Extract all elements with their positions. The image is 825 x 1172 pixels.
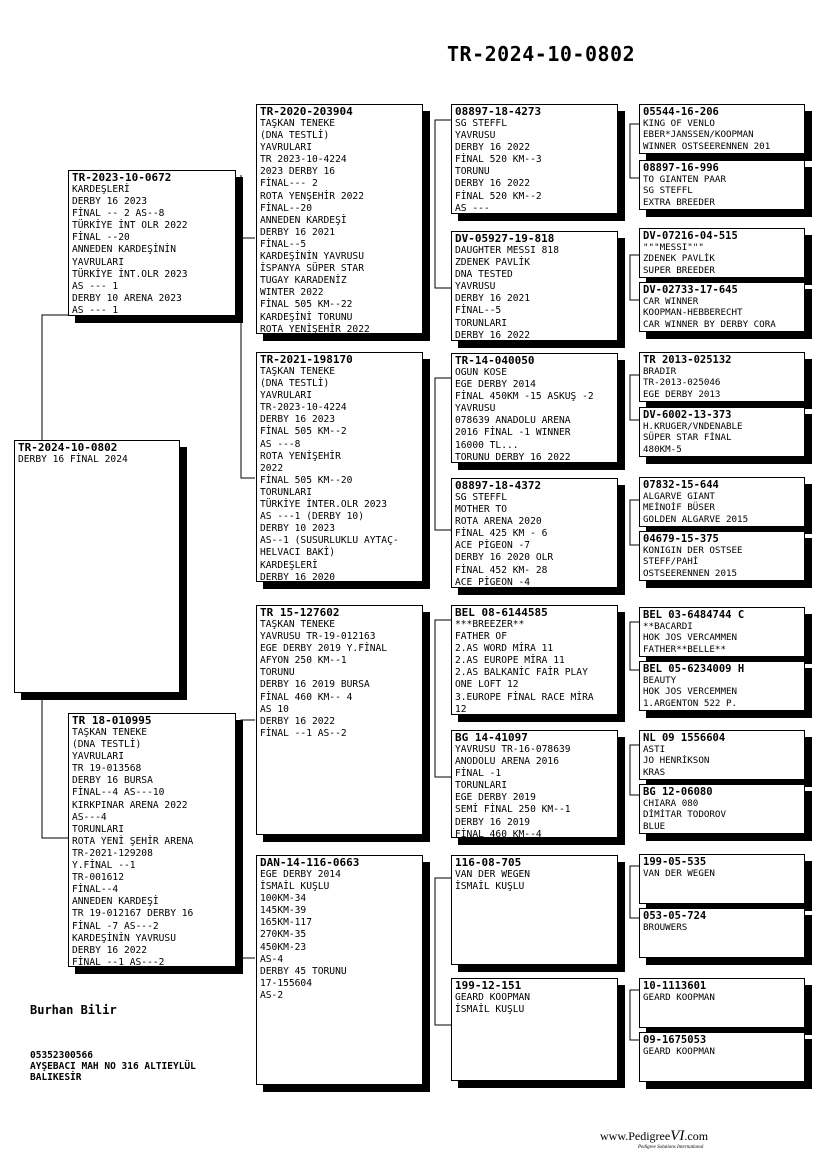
grandparent-line: AS--1 (SUSURLUKLU AYTAÇ-: [260, 535, 399, 547]
great-grandparent-line: SEMİ FİNAL 250 KM--1: [455, 804, 571, 816]
grandparent-line: FİNAL--20: [260, 202, 312, 214]
ancestor-line: H.KRUGER/VNDENABLE: [643, 421, 743, 432]
great-grandparent-line: DERBY 16 2022: [455, 329, 531, 341]
grandparent-box: [256, 104, 423, 334]
great-grandparent-line: İSMAİL KUŞLU: [455, 881, 525, 893]
sire-line: AS --- 1: [72, 280, 119, 292]
ancestor-box: [639, 607, 805, 657]
great-grandparent-ring-number: DV-05927-19-818: [455, 232, 555, 245]
dam-line: ROTA YENİ ŞEHİR ARENA: [72, 835, 194, 847]
dam-line: FİNAL --1 AS---2: [72, 956, 165, 967]
subject-pigeon-box: [14, 440, 180, 693]
great-grandparent-line: FİNAL 425 KM - 6: [455, 528, 548, 540]
ancestor-line: WINNER OSTSEERENNEN 201: [643, 140, 771, 152]
great-grandparent-box: [451, 855, 618, 965]
dam-line: DERBY 16 2022: [72, 944, 148, 956]
grandparent-line: EGE DERBY 2014: [260, 869, 341, 880]
grandparent-line: TORUNU: [260, 667, 295, 679]
ancestor-box: [639, 407, 805, 457]
ancestor-line: MEİNOİF BÜSER: [643, 502, 715, 514]
ancestor-line: GEARD KOOPMAN: [643, 992, 715, 1003]
great-grandparent-ring-number: 116-08-705: [455, 856, 522, 869]
ancestor-ring-number: TR 2013-025132: [643, 354, 732, 366]
great-grandparent-ring-number: BG 14-41097: [455, 731, 528, 744]
sire-line: FİNAL --20: [72, 232, 130, 244]
grandparent-line: FİNAL--5: [260, 238, 307, 250]
dam-line: TR-001612: [72, 872, 124, 884]
ancestor-line: TO GIANTEN PAAR: [643, 174, 726, 185]
pedigree-vi-logo: [600, 1128, 709, 1150]
ancestor-line: CAR WINNER BY DERBY CORA: [643, 318, 776, 330]
ancestor-line: VAN DER WEGEN: [643, 868, 715, 879]
ancestor-line: JO HENRİKSON: [643, 755, 710, 767]
great-grandparent-box: [451, 478, 618, 588]
ancestor-ring-number: 09-1675053: [643, 1034, 707, 1046]
ancestor-line: KOOPMAN-HEBBERECHT: [643, 307, 743, 319]
great-grandparent-line: SG STEFFL: [455, 118, 507, 129]
grandparent-line: FİNAL 460 KM-- 4: [260, 691, 353, 703]
grandparent-line: 270KM-35: [260, 929, 307, 941]
great-grandparent-box: [451, 730, 618, 838]
ancestor-box: [639, 730, 805, 780]
subject-line: DERBY 16 FİNAL 2024: [18, 454, 128, 465]
logo-tld: .com: [684, 1129, 709, 1143]
great-grandparent-line: MOTHER TO: [455, 504, 507, 516]
grandparent-line: TAŞKAN TENEKE: [260, 619, 336, 630]
great-grandparent-line: FATHER OF: [455, 631, 507, 643]
grandparent-ring-number: DAN-14-116-0663: [260, 856, 360, 869]
logo-text: www.Pedigree: [600, 1129, 671, 1143]
ancestor-line: GEARD KOOPMAN: [643, 1046, 715, 1057]
grandparent-line: WINTER 2022: [260, 287, 324, 299]
ancestor-box: [639, 854, 805, 904]
grandparent-line: FİNAL--- 2: [260, 178, 318, 190]
ancestor-line: SUPER BREEDER: [643, 264, 715, 276]
great-grandparent-line: YAVRUSU: [455, 130, 496, 142]
great-grandparent-line: FİNAL -1: [455, 768, 502, 780]
great-grandparent-line: DERBY 16 2022: [455, 178, 531, 190]
ancestor-box: [639, 978, 805, 1028]
ancestor-ring-number: DV-02733-17-645: [643, 284, 738, 296]
grandparent-line: KARDEŞİNİN YAVRUSU: [260, 251, 364, 263]
sire-line: TÜRKİYE İNT OLR 2022: [72, 220, 188, 232]
great-grandparent-line: İSMAİL KUŞLU: [455, 1004, 525, 1016]
ancestor-line: TR-2013-025046: [643, 377, 721, 389]
grandparent-line: 145KM-39: [260, 905, 307, 917]
ancestor-line: ALGARVE GIANT: [643, 491, 715, 502]
grandparent-line: TORUNLARI: [260, 486, 312, 498]
ancestor-line: **BACARDI: [643, 621, 693, 632]
sire-line: YAVRULARI: [72, 256, 124, 268]
great-grandparent-line: DNA TESTED: [455, 269, 513, 281]
ancestor-line: 1.ARGENTON 522 P.: [643, 697, 738, 709]
ancestor-box: [639, 661, 805, 711]
great-grandparent-line: 2016 FİNAL -1 WINNER: [455, 427, 571, 439]
great-grandparent-line: FİNAL 452 KM- 28: [455, 564, 548, 576]
ancestor-line: BRADIR: [643, 366, 677, 377]
dam-line: KARDEŞİNİN YAVRUSU: [72, 932, 176, 944]
dam-line: TAŞKAN TENEKE: [72, 727, 148, 738]
grandparent-line: 450KM-23: [260, 941, 307, 953]
ancestor-box: [639, 160, 805, 210]
grandparent-line: AS-4: [260, 953, 284, 965]
great-grandparent-line: EGE DERBY 2019: [455, 792, 536, 804]
great-grandparent-line: DERBY 16 2020 OLR: [455, 552, 554, 564]
great-grandparent-line: TORUNU DERBY 16 2022: [455, 451, 571, 463]
ancestor-box: [639, 477, 805, 527]
great-grandparent-line: ANODOLU ARENA 2016: [455, 756, 559, 768]
ancestor-ring-number: 08897-16-996: [643, 162, 719, 174]
ancestor-box: [639, 282, 805, 332]
ancestor-line: """MESSI""": [643, 242, 704, 253]
ancestor-ring-number: NL 09 1556604: [643, 732, 726, 744]
ancestor-ring-number: 199-05-535: [643, 856, 707, 868]
ancestor-line: DİMİTAR TODOROV: [643, 809, 726, 821]
dam-box: [68, 713, 236, 967]
dam-line: KIRKPINAR ARENA 2022: [72, 799, 188, 811]
owner-address: AYŞEBACI MAH NO 316 ALTIEYLÜL: [30, 1061, 196, 1072]
dam-line: TR 19-012167 DERBY 16: [72, 908, 194, 920]
great-grandparent-line: YAVRUSU: [455, 403, 496, 415]
grandparent-line: AS 10: [260, 703, 289, 715]
ancestor-box: [639, 228, 805, 278]
grandparent-line: HELVACI BAKİ): [260, 547, 336, 559]
ancestor-line: KONIGIN DER OSTSEE: [643, 545, 743, 556]
great-grandparent-box: [451, 231, 618, 341]
grandparent-line: TAŞKAN TENEKE: [260, 118, 336, 129]
dam-line: TORUNLARI: [72, 823, 124, 835]
great-grandparent-line: ZDENEK PAVLİK: [455, 257, 531, 269]
great-grandparent-box: [451, 353, 618, 463]
ancestor-line: EXTRA BREEDER: [643, 196, 715, 208]
grandparent-line: YAVRULARI: [260, 390, 312, 402]
sire-line: TÜRKİYE İNT.OLR 2023: [72, 268, 188, 280]
grandparent-line: ROTA YENİŞEHİR 2022: [260, 323, 370, 334]
grandparent-box: [256, 605, 423, 835]
great-grandparent-ring-number: 08897-18-4273: [455, 105, 542, 118]
grandparent-line: DERBY 16 2020: [260, 571, 336, 582]
subject-ring-number: TR-2024-10-0802: [18, 441, 118, 454]
grandparent-box: [256, 855, 423, 1085]
ancestor-ring-number: BEL 05-6234009 H: [643, 663, 745, 675]
great-grandparent-line: EGE DERBY 2014: [455, 379, 536, 391]
grandparent-line: TR 2023-10-4224: [260, 154, 347, 166]
great-grandparent-line: AS ---: [455, 202, 490, 214]
great-grandparent-line: 3.EUROPE FİNAL RACE MİRA: [455, 691, 594, 703]
ancestor-line: SG STEFFL: [643, 185, 693, 197]
great-grandparent-line: DERBY 16 2022: [455, 142, 531, 154]
grandparent-line: FİNAL --1 AS--2: [260, 727, 347, 739]
great-grandparent-line: FİNAL 450KM -15 ASKUŞ -2: [455, 391, 594, 403]
grandparent-line: (DNA TESTLİ): [260, 378, 330, 390]
ancestor-ring-number: DV-07216-04-515: [643, 230, 738, 242]
ancestor-box: [639, 104, 805, 154]
sire-line: ANNEDEN KARDEŞİNİN: [72, 244, 176, 256]
great-grandparent-line: TORUNLARI: [455, 317, 507, 329]
grandparent-ring-number: TR-2021-198170: [260, 353, 353, 366]
great-grandparent-line: ***BREEZER**: [455, 619, 525, 630]
great-grandparent-line: TORUNU: [455, 166, 490, 178]
grandparent-ring-number: TR-2020-203904: [260, 105, 353, 118]
great-grandparent-ring-number: TR-14-040050: [455, 354, 535, 367]
ancestor-ring-number: 04679-15-375: [643, 533, 719, 545]
ancestor-line: CAR WINNER: [643, 296, 699, 307]
grandparent-ring-number: TR 15-127602: [260, 606, 340, 619]
great-grandparent-line: 2.AS BALKANİC FAİR PLAY: [455, 667, 588, 679]
ancestor-line: SÜPER STAR FİNAL: [643, 432, 732, 444]
dam-line: TR 19-013568: [72, 763, 142, 775]
great-grandparent-line: YAVRUSU: [455, 281, 496, 293]
dam-line: FİNAL--4 AS---10: [72, 787, 165, 799]
sire-box: [68, 170, 236, 316]
ancestor-line: EBER*JANSSEN/KOOPMAN: [643, 129, 754, 141]
great-grandparent-line: ACE PİGEON -4: [455, 576, 531, 588]
dam-line: DERBY 16 BURSA: [72, 775, 153, 787]
ancestor-box: [639, 908, 805, 958]
great-grandparent-box: [451, 605, 618, 715]
great-grandparent-ring-number: BEL 08-6144585: [455, 606, 548, 619]
owner-phone: 05352300566: [30, 1050, 93, 1061]
grandparent-line: AS-2: [260, 989, 284, 1001]
ancestor-box: [639, 531, 805, 581]
great-grandparent-line: FİNAL 460 KM--4: [455, 828, 542, 838]
great-grandparent-line: TORUNLARI: [455, 780, 507, 792]
sire-line: DERBY 10 ARENA 2023: [72, 292, 182, 304]
ancestor-line: KRAS: [643, 766, 666, 778]
ancestor-line: CHIARA 080: [643, 798, 699, 809]
owner-name: Burhan Bilir: [30, 1003, 117, 1017]
logo-brand: VI: [670, 1128, 685, 1144]
great-grandparent-line: GEARD KOOPMAN: [455, 992, 531, 1003]
great-grandparent-ring-number: 199-12-151: [455, 979, 522, 992]
grandparent-line: FİNAL 505 KM--2: [260, 426, 347, 438]
grandparent-line: İSMAİL KUŞLU: [260, 881, 330, 893]
great-grandparent-line: FİNAL 520 KM--2: [455, 190, 542, 202]
grandparent-line: YAVRULARI: [260, 142, 312, 154]
great-grandparent-line: OGUN KOSE: [455, 367, 507, 378]
logo-tagline: Pedigree Solutions International: [638, 1145, 704, 1150]
great-grandparent-line: SG STEFFL: [455, 492, 507, 503]
grandparent-line: 2022: [260, 462, 284, 474]
grandparent-line: AFYON 250 KM--1: [260, 655, 347, 667]
grandparent-line: 2023 DERBY 16: [260, 166, 336, 178]
grandparent-line: KARDEŞLERİ: [260, 559, 318, 571]
ancestor-ring-number: BG 12-06080: [643, 786, 713, 798]
great-grandparent-line: ONE LOFT 12: [455, 679, 519, 691]
great-grandparent-line: 12: [455, 703, 467, 715]
great-grandparent-line: ROTA ARENA 2020: [455, 516, 542, 528]
grandparent-line: (DNA TESTLİ): [260, 130, 330, 142]
grandparent-line: TUGAY KARADENİZ: [260, 275, 347, 287]
great-grandparent-line: 2.AS EUROPE MİRA 11: [455, 655, 565, 667]
great-grandparent-line: DAUGHTER MESSI 818: [455, 245, 559, 256]
grandparent-line: İSPANYA SÜPER STAR: [260, 263, 364, 275]
ancestor-line: ZDENEK PAVLİK: [643, 253, 715, 265]
ancestor-box: [639, 784, 805, 834]
ancestor-line: OSTSEERENNEN 2015: [643, 567, 738, 579]
ancestor-line: STEFF/PAHİ: [643, 556, 699, 568]
great-grandparent-line: ACE PİGEON -7: [455, 540, 531, 552]
great-grandparent-line: FİNAL 520 KM--3: [455, 154, 542, 166]
grandparent-line: KARDEŞİNİ TORUNU: [260, 311, 353, 323]
grandparent-line: DERBY 16 2019 BURSA: [260, 679, 370, 691]
grandparent-line: DERBY 16 2023: [260, 414, 336, 426]
grandparent-line: 100KM-34: [260, 893, 307, 905]
ancestor-line: KING OF VENLO: [643, 118, 715, 129]
grandparent-line: TÜRKİYE İNTER.OLR 2023: [260, 499, 388, 511]
great-grandparent-line: 078639 ANADOLU ARENA: [455, 415, 571, 427]
dam-line: (DNA TESTLİ): [72, 739, 142, 751]
grandparent-line: DERBY 45 TORUNU: [260, 965, 347, 977]
grandparent-line: EGE DERBY 2019 Y.FİNAL: [260, 643, 388, 655]
ancestor-line: FATHER**BELLE**: [643, 643, 726, 655]
grandparent-line: DERBY 16 2022: [260, 715, 336, 727]
grandparent-line: FİNAL 505 KM--22: [260, 299, 353, 311]
ancestor-line: EGE DERBY 2013: [643, 388, 721, 400]
sire-line: KARDEŞLERİ: [72, 184, 130, 195]
grandparent-line: YAVRUSU TR-19-012163: [260, 631, 376, 643]
great-grandparent-line: YAVRUSU TR-16-078639: [455, 744, 571, 755]
sire-line: AS --- 1: [72, 304, 119, 316]
grandparent-box: [256, 352, 423, 582]
dam-line: AS---4: [72, 811, 107, 823]
ancestor-line: GOLDEN ALGARVE 2015: [643, 513, 749, 525]
grandparent-line: ANNEDEN KARDEŞİ: [260, 214, 347, 226]
dam-line: FİNAL--4: [72, 884, 119, 896]
sire-line: DERBY 16 2023: [72, 196, 148, 208]
pedigree-title: TR-2024-10-0802: [447, 42, 636, 66]
ancestor-ring-number: 053-05-724: [643, 910, 707, 922]
dam-line: ANNEDEN KARDEŞİ: [72, 896, 159, 908]
dam-line: Y.FİNAL --1: [72, 860, 136, 872]
ancestor-ring-number: BEL 03-6484744 C: [643, 609, 745, 621]
great-grandparent-line: DERBY 16 2019: [455, 816, 531, 828]
great-grandparent-line: VAN DER WEGEN: [455, 869, 531, 880]
dam-line: FİNAL -7 AS---2: [72, 920, 159, 932]
ancestor-ring-number: DV-6002-13-373: [643, 409, 732, 421]
dam-line: YAVRULARI: [72, 751, 124, 763]
grandparent-line: FİNAL 505 KM--20: [260, 474, 353, 486]
grandparent-line: ROTA YENİŞEHİR: [260, 450, 341, 462]
sire-ring-number: TR-2023-10-0672: [72, 171, 172, 184]
grandparent-line: 165KM-117: [260, 917, 312, 929]
grandparent-line: TR-2023-10-4224: [260, 402, 347, 414]
great-grandparent-line: FİNAL--5: [455, 305, 502, 317]
grandparent-line: TAŞKAN TENEKE: [260, 366, 336, 377]
great-grandparent-line: 16000 TL...: [455, 439, 519, 451]
ancestor-line: BLUE: [643, 820, 666, 832]
ancestor-ring-number: 07832-15-644: [643, 479, 719, 491]
great-grandparent-box: [451, 104, 618, 214]
grandparent-line: ROTA YENŞEHİR 2022: [260, 190, 364, 202]
grandparent-line: DERBY 10 2023: [260, 523, 336, 535]
grandparent-line: AS ---8: [260, 438, 301, 450]
grandparent-line: 17-155604: [260, 977, 312, 989]
ancestor-line: HOK JOS VERCAMMEN: [643, 632, 738, 644]
ancestor-ring-number: 10-1113601: [643, 980, 707, 992]
great-grandparent-line: 2.AS WORD MİRA 11: [455, 643, 554, 655]
ancestor-line: BEAUTY: [643, 675, 677, 686]
sire-line: FİNAL -- 2 AS--8: [72, 208, 165, 220]
great-grandparent-box: [451, 978, 618, 1081]
grandparent-line: DERBY 16 2021: [260, 226, 336, 238]
ancestor-line: 480KM-5: [643, 443, 682, 455]
ancestor-box: [639, 1032, 805, 1082]
ancestor-ring-number: 05544-16-206: [643, 106, 719, 118]
great-grandparent-line: DERBY 16 2021: [455, 293, 531, 305]
dam-line: TR-2021-129208: [72, 847, 153, 859]
ancestor-line: HOK JOS VERCEMMEN: [643, 686, 738, 698]
dam-ring-number: TR 18-010995: [72, 714, 152, 727]
ancestor-line: BROUWERS: [643, 922, 688, 933]
ancestor-line: ASTI: [643, 744, 666, 755]
great-grandparent-ring-number: 08897-18-4372: [455, 479, 542, 492]
grandparent-line: AS ---1 (DERBY 10): [260, 511, 364, 523]
owner-city: BALIKESİR: [30, 1072, 82, 1083]
ancestor-box: [639, 352, 805, 402]
